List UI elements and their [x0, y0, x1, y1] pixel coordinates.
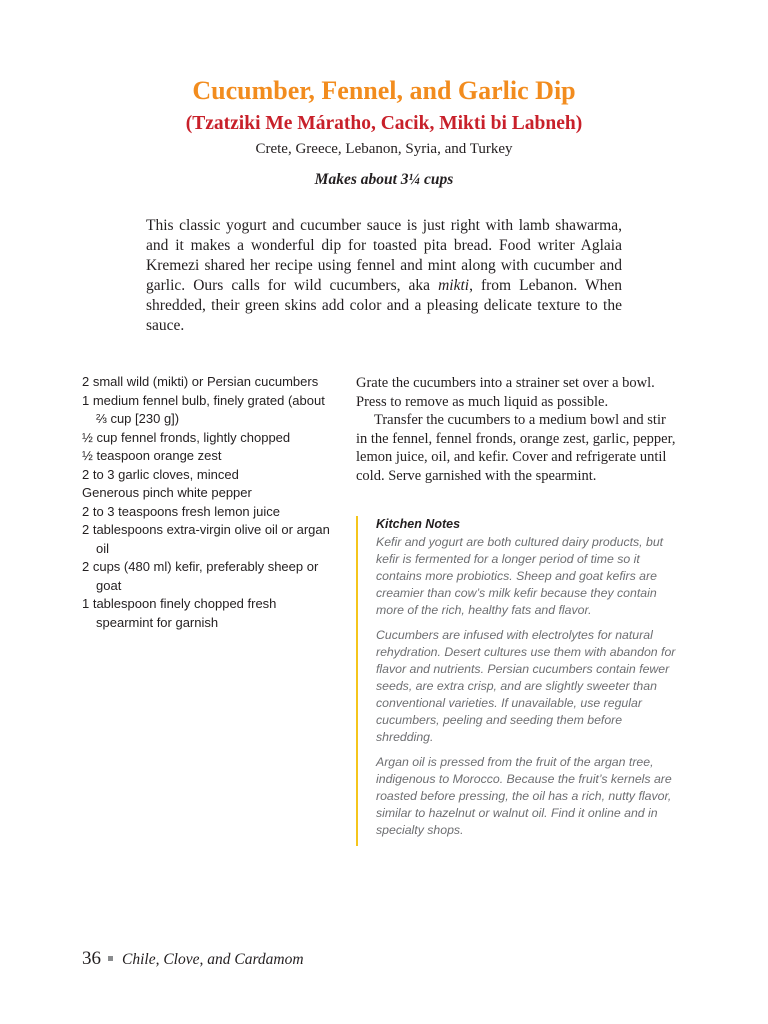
recipe-title: Cucumber, Fennel, and Garlic Dip: [192, 76, 576, 105]
intro-text-end: , from Lebanon. When shredded, their green skins add color and a pleasing delicate texture to the sauce.: [146, 277, 622, 334]
directions: [356, 374, 680, 485]
direction-step: Transfer the cucumbers to a medium bowl and stir in the fennel, fennel fronds, orange zest, garlic, pepper, lemon juice, oil, and kefir. Cover and refrigerate until cold. Serve garnished with the spearmint.: [356, 412, 676, 484]
direction-step: Grate the cucumbers into a strainer set over a bowl. Press to remove as much liquid as possible.: [356, 375, 655, 410]
ingredient-item: 1 tablespoon finely chopped fresh spearmint for garnish: [82, 596, 277, 630]
ingredient-item: ½ cup fennel fronds, lightly chopped: [82, 429, 291, 445]
ingredients-list: [82, 373, 332, 632]
kitchen-note: Kefir and yogurt are both cultured dairy products, but kefir is fermented for a longer period of time so it contains more probiotics. Sheep and goat kefirs are creamier than cow’s milk kefir because they contain more of the rich, healthy fats and flavor.: [376, 535, 664, 617]
page-number: 36: [82, 948, 101, 969]
ingredient-item: ½ teaspoon orange zest: [82, 448, 222, 463]
page-footer: [82, 948, 304, 970]
kitchen-note: Cucumbers are infused with electrolytes for natural rehydration. Desert cultures use them with abandon for flavor and nutrients. Persian cucumbers contain fewer seeds, are extra crisp, and are slightly sweeter than conventional varieties. If unavailable, use regular cucumbers, peeling and seeding them before shredding.: [376, 628, 676, 744]
ingredient-item: Generous pinch white pepper: [82, 485, 252, 500]
recipe-yield: Makes about 3¼ cups: [314, 171, 454, 188]
ingredient-item: 2 tablespoons extra-virgin olive oil or argan oil: [82, 522, 330, 556]
intro-italic-term: mikti: [438, 277, 470, 294]
kitchen-note: Argan oil is pressed from the fruit of the argan tree, indigenous to Morocco. Because the fruit’s kernels are roasted before pressing, the oil has a rich, nutty flavor, similar to hazelnut or walnut oil. Find it online and in specialty shops.: [376, 755, 672, 837]
book-title: Chile, Clove, and Cardamom: [122, 951, 304, 968]
kitchen-notes: [356, 516, 682, 846]
kitchen-notes-heading: Kitchen Notes: [376, 517, 461, 531]
ingredient-item: 2 to 3 teaspoons fresh lemon juice: [82, 503, 281, 519]
recipe-origin: Crete, Greece, Lebanon, Syria, and Turkey: [255, 141, 513, 157]
bullet-separator-icon: [108, 956, 113, 961]
ingredient-item: 1 medium fennel bulb, finely grated (about ⅔ cup [230 g]): [82, 392, 325, 426]
intro-paragraph: [146, 216, 622, 336]
ingredient-item: 2 to 3 garlic cloves, minced: [82, 466, 239, 482]
intro-text: This classic yogurt and cucumber sauce is just right with lamb shawarma, and it makes a wonderful dip for toasted pita bread. Food writer Aglaia Kremezi shared her recipe using fennel and mint along with cucumber and garlic. Ours calls for wild cucumbers, aka: [146, 217, 622, 294]
ingredient-item: 2 cups (480 ml) kefir, preferably sheep or goat: [82, 559, 319, 593]
ingredient-item: 2 small wild (mikti) or Persian cucumbers: [82, 374, 319, 389]
recipe-subtitle: (Tzatziki Me Máratho, Cacik, Mikti bi Labneh): [185, 113, 583, 134]
